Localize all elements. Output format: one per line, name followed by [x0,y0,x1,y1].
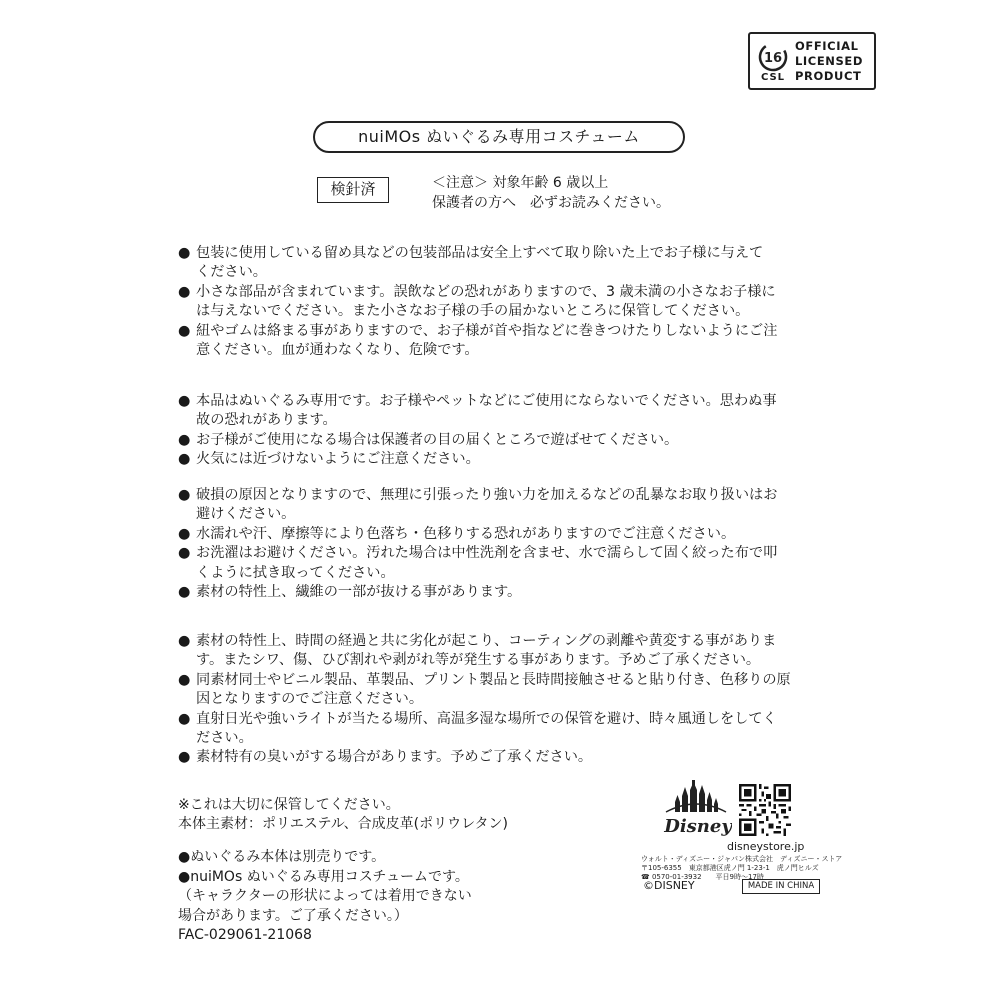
warning-item [178,431,828,450]
bullet-icon: ● [178,545,191,562]
warning-line: 水濡れや汗、摩擦等により色落ち・色移りする恐れがありますのでご注意ください。 [196,525,736,542]
product-code: FAC-029061-21068 [178,927,312,943]
keep-note: ※これは大切に保管してください。 [178,797,400,813]
bullet-icon: ● [178,431,191,448]
warning-item [178,583,828,602]
bullet-icon: ● [178,451,191,468]
bullet-icon: ● [178,393,191,409]
warning-line: 火気には近づけないようにご注意ください。 [196,451,480,468]
warning-group [178,486,828,602]
company-name: ウォルト・ディズニー・ジャパン株式会社 ディズニー・ストア [641,855,843,863]
warning-item [178,671,828,710]
badge-line: LICENSED [795,54,864,68]
badge-line: PRODUCT [795,69,862,83]
store-url: disneystore.jp [727,840,805,853]
warning-item [178,544,828,583]
warning-item [178,244,828,283]
warning-line: ださい。 [196,730,253,747]
warning-line: 紐やゴムは絡まる事がありますので、お子様が首や指などに巻きつけたりしないようにご注 [196,322,778,339]
warning-item [178,710,828,749]
warning-item [178,283,828,322]
note-line: ●ぬいぐるみ本体は別売りです。 [178,849,386,865]
warning-line: 同素材同士やビニル製品、革製品、プリント製品と長時間接触させると貼り付き、色移りの原 [196,671,791,688]
warning-line: す。またシワ、傷、ひび割れや剥がれ等が発生する事があります。予めご了承ください。 [196,652,761,669]
warning-line: ください。 [196,264,267,281]
castle-icon [675,780,718,812]
warning-line: 意ください。血が通わなくなり、危険です。 [196,342,479,359]
guardian-notice-line: 保護者の方へ 必ずお読みください。 [432,195,670,211]
warning-line: 小さな部品が含まれています。誤飲などの恐れがありますので、3 歳未満の小さなお子様に [196,283,776,300]
bullet-icon: ● [178,710,191,727]
bullet-icon: ● [178,487,191,503]
disney-castle-logo [660,778,732,836]
bullet-icon: ● [178,584,191,601]
product-notes [178,848,472,946]
warning-group [178,392,828,470]
warning-item [178,322,828,361]
needle-inspected-stamp: 検針済 [317,177,389,203]
bullet-icon: ● [178,671,191,688]
warning-item [178,632,828,671]
copyright-notice: ©DISNEY [643,879,695,892]
bullet-icon: ● [178,749,191,766]
qr-code-icon [739,784,791,836]
bullet-icon: ● [178,633,191,649]
csl-label: CSL [760,72,786,83]
warning-item [178,450,828,469]
warning-item [178,525,828,544]
warning-line: 包装に使用している留め具などの包装部品は安全上すべて取り除いた上でお子様に与えて [196,245,764,261]
bullet-icon: ● [178,322,191,339]
warning-line: 素材の特性上、時間の経過と共に劣化が起こり、コーティングの剥離や黄変する事がありま [196,633,777,649]
warning-line: くように拭き取ってください。 [196,564,395,581]
official-licensed-text [795,39,863,84]
company-phone: ☎ 0570-01-3932 平日9時〜17時 [641,873,764,881]
warning-line: 素材特有の臭いがする場合があります。予めご了承ください。 [196,749,593,766]
warning-line: 因となりますのでご注意ください。 [196,691,424,708]
disney-wordmark: Disney [664,816,732,836]
warning-line: 避けください。 [196,506,296,523]
csl-logo-icon [756,40,790,74]
note-line: （キャラクターの形状によっては着用できない [178,888,472,904]
official-licensed-badge [748,32,876,90]
warning-line: 直射日光や強いライトが当たる場所、高温多湿な場所での保管を避け、時々風通しをしてく [196,710,777,727]
bullet-icon: ● [178,525,191,542]
warning-group [178,632,828,768]
material-info: 本体主素材：ポリエステル、合成皮革(ポリウレタン) [178,816,508,832]
warning-group [178,244,828,360]
company-address: 〒105-6355 東京都港区虎ノ門 1-23-1 虎ノ門ヒルズ [641,864,819,872]
csl-mark-text: 16 [763,51,783,66]
age-notice-line: ＜注意＞ 対象年齢 6 歳以上 [432,175,609,191]
company-info [641,855,842,882]
warning-line: 本品はぬいぐるみ専用です。お子様やペットなどにご使用にならないでください。思わぬ事 [196,393,777,409]
warning-item [178,748,828,767]
bullet-icon: ● [178,283,191,300]
note-line: 場合があります。ご了承ください。） [178,907,408,924]
warning-item [178,486,828,525]
warning-line: お子様がご使用になる場合は保護者の目の届くところで遊ばせてください。 [196,431,679,448]
note-line: ●nuiMOs ぬいぐるみ専用コスチュームです。 [178,868,469,885]
warning-line: 素材の特性上、繊維の一部が抜ける事があります。 [196,584,522,601]
product-title: nuiMOs ぬいぐるみ専用コスチューム [313,121,685,153]
bullet-icon: ● [178,245,191,261]
warning-line: は与えないでください。また小さなお子様の手の届かないところに保管してください。 [196,303,750,320]
age-notice [432,173,670,213]
warning-line: 故の恐れがあります。 [196,412,337,429]
warning-item [178,392,828,431]
warning-line: お洗濯はお避けください。汚れた場合は中性洗剤を含ませ、水で濡らして固く絞った布で叩 [196,545,778,562]
badge-line: OFFICIAL [795,39,859,53]
made-in-label: MADE IN CHINA [742,879,820,894]
storage-and-material [178,796,508,834]
warning-line: 破損の原因となりますので、無理に引張ったり強い力を加えるなどの乱暴なお取り扱いはお [196,487,778,503]
